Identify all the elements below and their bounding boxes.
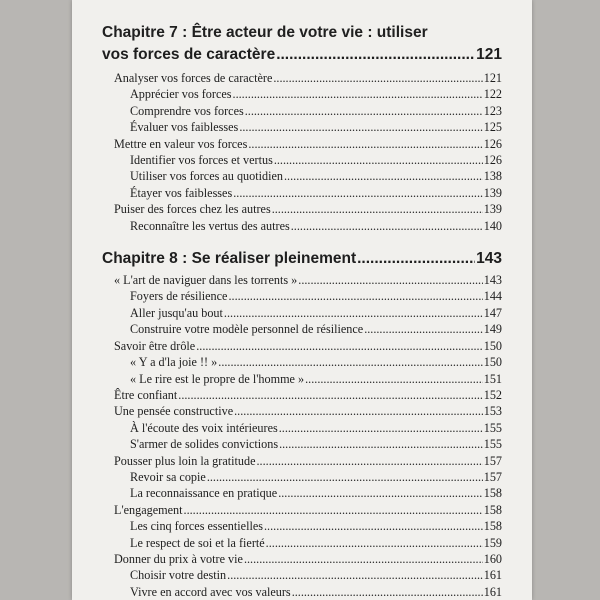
chapter-8-title-text: Chapitre 8 : Se réaliser pleinement xyxy=(102,250,357,268)
dot-leader xyxy=(234,403,483,419)
toc-entry-text: « Le rire est le propre de l'homme » xyxy=(130,371,305,386)
dot-leader xyxy=(278,485,483,501)
dot-leader xyxy=(276,44,475,66)
toc-entry-page: 144 xyxy=(483,289,502,304)
toc-entry xyxy=(102,551,502,567)
toc-entry-text: Les cinq forces essentielles xyxy=(130,519,263,534)
toc-entry xyxy=(102,518,502,534)
chapter-8-title xyxy=(102,248,502,270)
toc-entry-text: Vivre en accord avec vos valeurs xyxy=(130,584,291,599)
chapter-8-entries xyxy=(102,272,502,600)
toc-entry xyxy=(102,185,502,201)
dot-leader xyxy=(292,584,483,600)
dot-leader xyxy=(272,201,483,217)
dot-leader xyxy=(273,70,482,86)
toc-entry xyxy=(102,305,502,321)
toc-entry xyxy=(102,288,502,304)
dot-leader xyxy=(279,436,483,452)
toc-entry-text: À l'écoute des voix intérieures xyxy=(130,420,278,435)
dot-leader xyxy=(291,218,483,234)
toc-entry-text: Identifier vos forces et vertus xyxy=(130,153,273,168)
dot-leader xyxy=(266,535,483,551)
dot-leader xyxy=(184,502,483,518)
toc-entry-text: Analyser vos forces de caractère xyxy=(114,71,273,85)
chapter-7-page: 121 xyxy=(476,46,502,63)
dot-leader xyxy=(224,305,483,321)
toc-entry xyxy=(102,218,502,234)
dot-leader xyxy=(207,469,483,485)
toc-entry-text: Comprendre vos forces xyxy=(130,103,244,118)
toc-entry-text: Une pensée constructive xyxy=(114,404,234,419)
toc-entry-text: Reconnaître les vertus des autres xyxy=(130,218,290,233)
toc-entry-text: Aller jusqu'au bout xyxy=(130,305,223,320)
dot-leader xyxy=(257,453,483,469)
toc-entry-page: 157 xyxy=(483,453,502,468)
toc-entry-text: Évaluer vos faiblesses xyxy=(130,120,239,135)
toc-entry-text: Construire votre modèle personnel de résilience xyxy=(130,322,364,337)
dot-leader xyxy=(305,371,483,387)
toc-entry-page: 139 xyxy=(483,185,502,200)
toc-entry-page: 138 xyxy=(483,169,502,184)
toc-entry-page: 149 xyxy=(483,322,502,337)
toc-entry xyxy=(102,201,502,217)
toc-entry xyxy=(102,152,502,168)
toc-entry xyxy=(102,86,502,102)
chapter-7-entries xyxy=(102,70,502,234)
toc-entry xyxy=(102,485,502,501)
toc-entry xyxy=(102,272,502,288)
toc-entry-text: S'armer de solides convictions xyxy=(130,437,279,452)
toc-entry xyxy=(102,436,502,452)
toc-entry xyxy=(102,354,502,370)
toc-entry xyxy=(102,502,502,518)
toc-entry-page: 123 xyxy=(483,103,502,118)
toc-entry xyxy=(102,387,502,403)
toc-entry-text: Étayer vos faiblesses xyxy=(130,185,233,200)
toc-entry-text: Être confiant xyxy=(114,387,178,402)
toc-entry xyxy=(102,453,502,469)
dot-leader xyxy=(364,321,483,337)
toc-entry-page: 159 xyxy=(483,535,502,550)
chapter-7-title-line1: Chapitre 7 : Être acteur de votre vie : utiliser xyxy=(102,24,428,41)
toc-entry-page: 125 xyxy=(483,120,502,135)
toc-entry-page: 152 xyxy=(483,387,502,402)
toc-entry-page: 155 xyxy=(483,437,502,452)
toc-entry-page: 147 xyxy=(483,305,502,320)
book-page xyxy=(72,0,532,600)
toc-entry-text: La reconnaissance en pratique xyxy=(130,486,278,501)
dot-leader xyxy=(357,248,475,270)
toc-entry xyxy=(102,168,502,184)
toc-entry xyxy=(102,136,502,152)
toc-entry-text: Choisir votre destin xyxy=(130,568,227,583)
dot-leader xyxy=(233,86,483,102)
dot-leader xyxy=(274,152,483,168)
dot-leader xyxy=(245,103,483,119)
dot-leader xyxy=(228,288,482,304)
dot-leader xyxy=(264,518,483,534)
toc-entry xyxy=(102,535,502,551)
toc-entry-page: 161 xyxy=(483,568,502,583)
toc-entry-text: Puiser des forces chez les autres xyxy=(114,202,271,217)
toc-entry-text: Apprécier vos forces xyxy=(130,87,232,102)
toc-entry-text: « L'art de naviguer dans les torrents » xyxy=(114,273,298,288)
toc-entry-page: 126 xyxy=(483,136,502,151)
toc-entry-page: 161 xyxy=(483,584,502,599)
dot-leader xyxy=(239,119,482,135)
toc-entry xyxy=(102,119,502,135)
toc-entry-page: 121 xyxy=(483,71,502,85)
toc-entry-page: 155 xyxy=(483,420,502,435)
dot-leader xyxy=(227,567,483,583)
toc-entry xyxy=(102,403,502,419)
toc-entry xyxy=(102,103,502,119)
toc-entry xyxy=(102,584,502,600)
dot-leader xyxy=(248,136,482,152)
toc-entry-text: Donner du prix à votre vie xyxy=(114,551,243,566)
toc-entry-page: 150 xyxy=(483,338,502,353)
toc-entry-page: 157 xyxy=(483,469,502,484)
toc-entry-text: Revoir sa copie xyxy=(130,469,206,484)
toc-entry-text: Pousser plus loin la gratitude xyxy=(114,453,256,468)
toc-entry-page: 153 xyxy=(483,404,502,419)
dot-leader xyxy=(244,551,483,567)
dot-leader xyxy=(279,420,483,436)
toc-entry-text: Savoir être drôle xyxy=(114,338,196,353)
dot-leader xyxy=(218,354,482,370)
dot-leader xyxy=(178,387,482,403)
toc-entry xyxy=(102,420,502,436)
table-of-contents xyxy=(102,22,502,600)
toc-entry xyxy=(102,371,502,387)
toc-entry-text: Utiliser vos forces au quotidien xyxy=(130,169,283,184)
toc-entry-page: 139 xyxy=(483,202,502,217)
toc-entry-page: 151 xyxy=(483,371,502,386)
toc-entry-text: Foyers de résilience xyxy=(130,289,228,304)
toc-entry-page: 158 xyxy=(483,486,502,501)
dot-leader xyxy=(298,272,482,288)
toc-entry-page: 158 xyxy=(483,519,502,534)
chapter-7-title-line2 xyxy=(102,44,502,66)
toc-entry-page: 158 xyxy=(483,502,502,517)
toc-entry-page: 143 xyxy=(483,273,502,288)
toc-entry-page: 140 xyxy=(483,218,502,233)
dot-leader xyxy=(196,338,483,354)
toc-entry xyxy=(102,567,502,583)
toc-entry-page: 160 xyxy=(483,551,502,566)
toc-entry xyxy=(102,469,502,485)
toc-entry xyxy=(102,70,502,86)
toc-entry-text: Le respect de soi et la fierté xyxy=(130,535,265,550)
toc-entry-page: 150 xyxy=(483,355,502,370)
toc-entry xyxy=(102,338,502,354)
toc-entry-text: Mettre en valeur vos forces xyxy=(114,136,248,151)
chapter-7-title-text: vos forces de caractère xyxy=(102,46,276,63)
chapter-8-page: 143 xyxy=(476,250,502,268)
dot-leader xyxy=(284,168,483,184)
toc-entry-page: 126 xyxy=(483,153,502,168)
toc-entry-text: « Y a d'la joie !! » xyxy=(130,355,218,370)
toc-entry-text: L'engagement xyxy=(114,502,183,517)
dot-leader xyxy=(233,185,483,201)
toc-entry-page: 122 xyxy=(483,87,502,102)
toc-entry xyxy=(102,321,502,337)
